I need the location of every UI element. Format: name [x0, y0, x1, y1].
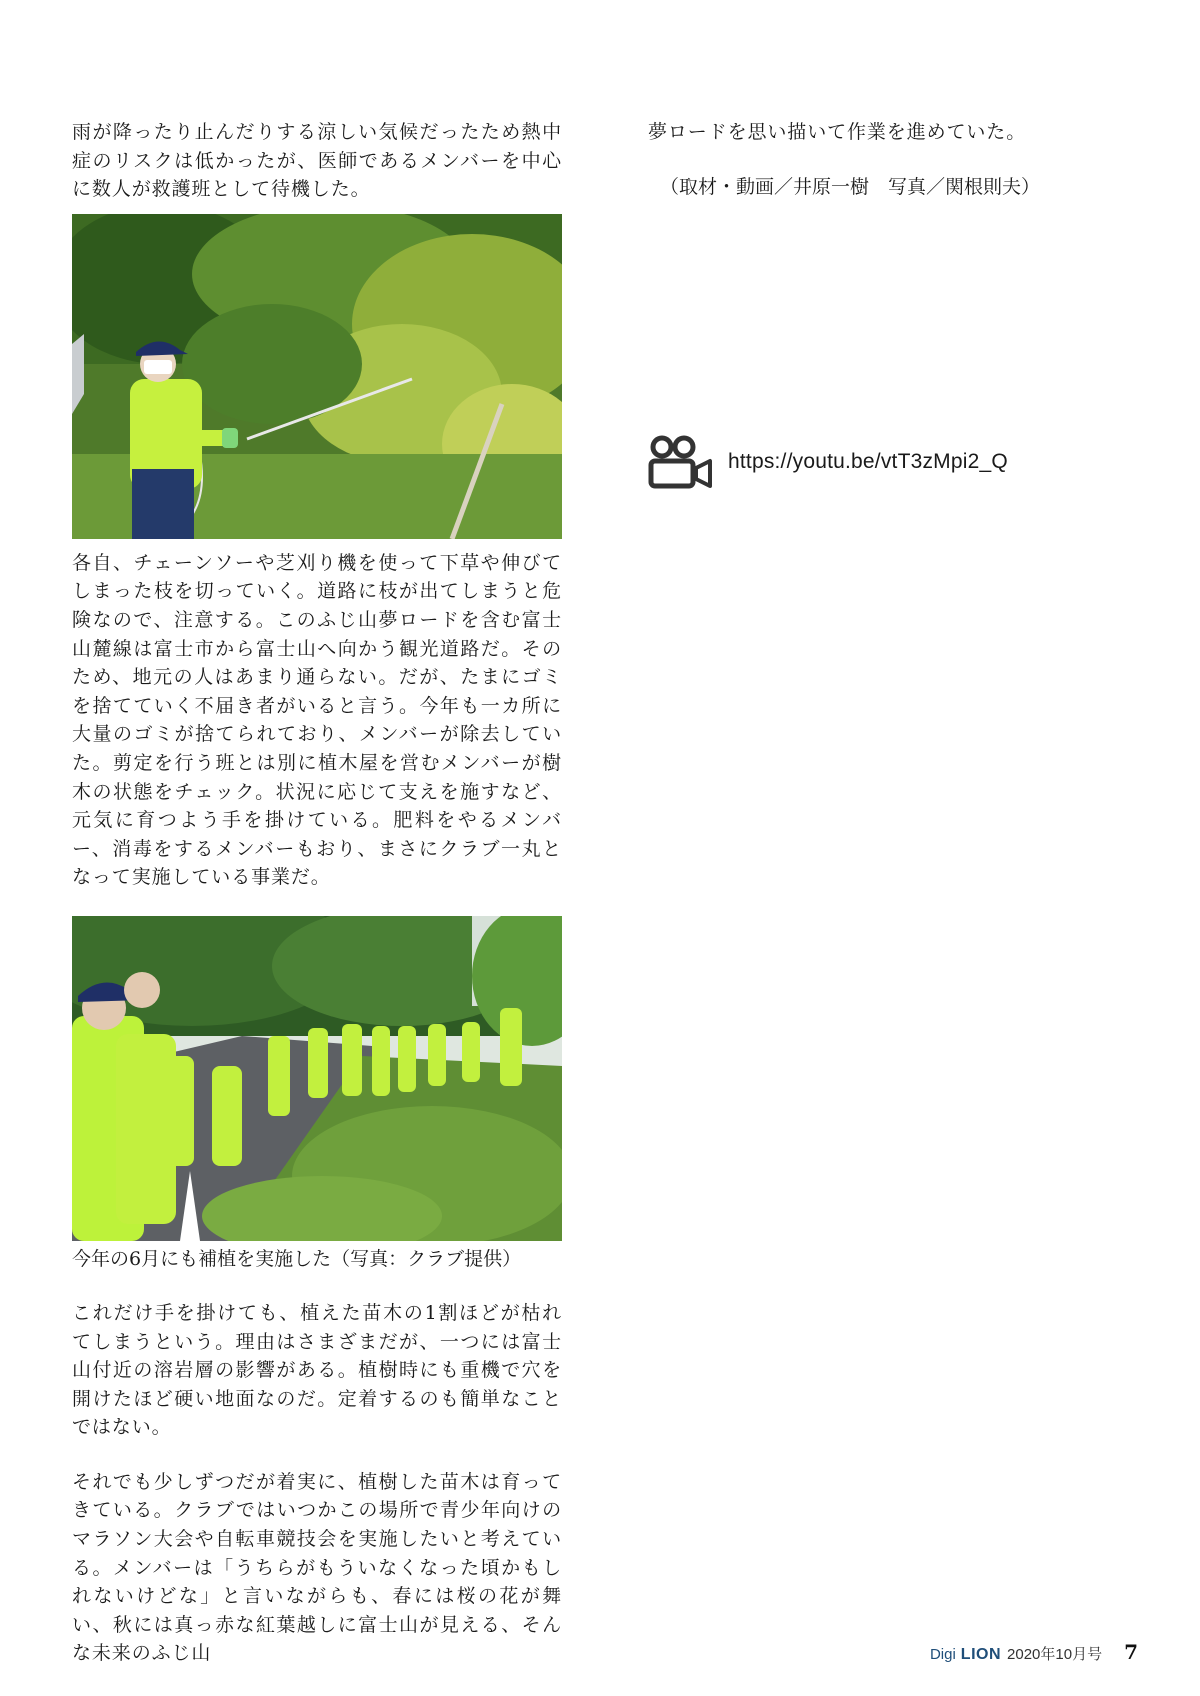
footer-digi: Digi [929, 1646, 956, 1663]
paragraph-continuation: 夢ロードを思い描いて作業を進めていた。 [648, 121, 1027, 143]
photo-member-spraying [72, 214, 562, 539]
page-number: 7 [1124, 1640, 1138, 1664]
paragraph-heatstroke: 雨が降ったり止んだりする涼しい気候だったため熱中症のリスクは低かったが、医師であるメンバーを中心に数人が救護班として待機した。 [72, 121, 562, 201]
paragraph-pruning: 各自、チェーンソーや芝刈り機を使って下草や伸びてしまった枝を切っていく。道路に枝が出てしまうと危険なので、注意する。このふじ山夢ロードを含む富士山麓線は富士市から富士山へ向かう観光道路だ。そのため、地元の人はあまり通らない。だが、たまにゴミを捨てていく不届き者がいると言う。今年も一カ所に大量のゴミが捨てられており、メンバーが除去していた。剪定を行う班とは別に植木屋を営むメンバーが樹木の状態をチェック。状況に応じて支えを施すなど、元気に育つよう手を掛けている。肥料をやるメンバー、消毒をするメンバーもおり、まさにクラブ一丸となって実施している事業だ。 [72, 551, 562, 889]
youtube-link[interactable]: https://youtu.be/vtT3zMpi2_Q [728, 450, 1008, 473]
photo-caption: 今年の6月にも補植を実施した（写真：クラブ提供） [72, 1247, 522, 1270]
video-camera-icon [648, 434, 714, 490]
photo-members-replanting [72, 916, 562, 1241]
paragraph-future-plans: それでも少しずつだが着実に、植樹した苗木は育ってきている。クラブではいつかこの場所で青少年向けのマラソン大会や自転車競技会を実施したいと考えている。メンバーは「うちらがもういなくなった頃かもしれないけどな」と言いながらも、春には桜の花が舞い、秋には真っ赤な紅葉越しに富士山が見える、そんな未来のふじ山 [72, 1470, 562, 1665]
page-footer [930, 1640, 1138, 1664]
paragraph-withered-saplings: これだけ手を掛けても、植えた苗木の1割ほどが枯れてしまうという。理由はさまざまだが、一つには富士山付近の溶岩層の影響がある。植樹時にも重機で穴を開けたほど硬い地面なのだ。定着するのも簡単なことではない。 [72, 1301, 562, 1439]
left-column [72, 118, 562, 1668]
video-link-row[interactable] [648, 432, 1008, 492]
footer-issue: 2020年10月号 [1007, 1646, 1103, 1663]
footer-lion-logo: LION [960, 1646, 1002, 1663]
right-column [648, 118, 1128, 201]
credit-line: （取材・動画／井原一樹 写真／関根則夫） [660, 175, 1041, 198]
